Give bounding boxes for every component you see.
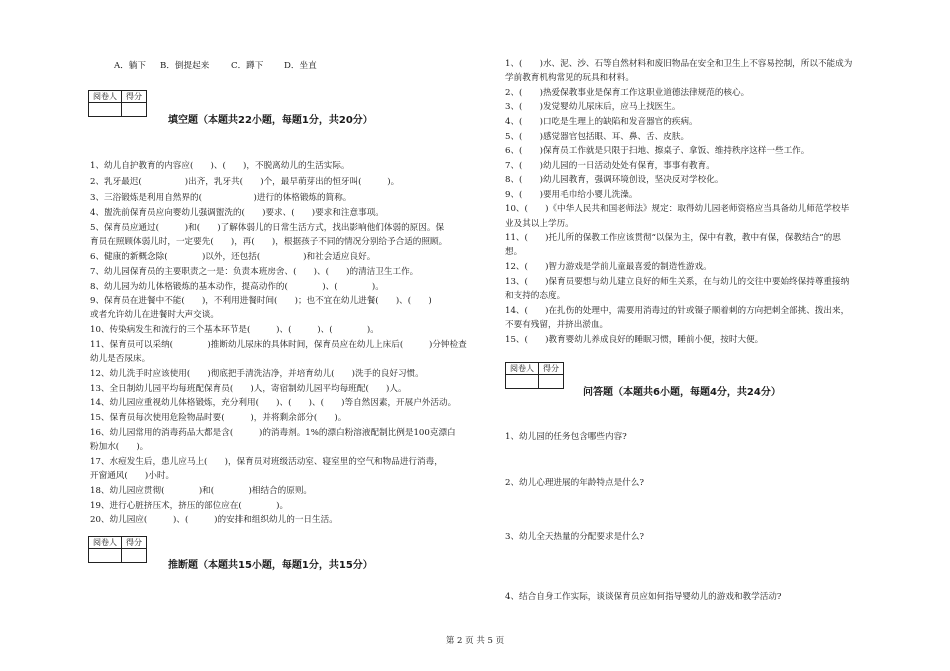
fill-line: 5、保育员应通过( )和( )了解体弱儿的日常生活方式，找出影响他们体弱的原因。保	[90, 223, 445, 233]
judge-line: 1、( )水、泥、沙、石等自然材料和废旧物品在安全和卫生上不容易控制，所以不能成为	[505, 59, 853, 69]
fill-line: 20、幼儿园应( )、( )的安排和组织幼儿的一日生活。	[90, 515, 338, 525]
judge-line: 13、( )保育员要想与幼儿建立良好的师生关系，在与幼儿的交往中要始终保持尊重接纳	[505, 277, 850, 287]
judge-line: 和支持的态度。	[505, 291, 566, 301]
reviewer-cell	[506, 375, 539, 389]
judge-line: 9、( )要用毛巾给小婴儿洗澡。	[505, 190, 638, 200]
section-heading-fill: 填空题（本题共22小题，每题1分，共20分）	[168, 115, 373, 126]
qa-question: 4、结合自身工作实际，谈谈保育员应如何指导婴幼儿的游戏和教学活动?	[505, 592, 782, 602]
reviewer-cell	[89, 549, 122, 563]
score-box-judge	[88, 536, 147, 563]
score-box-qa	[505, 362, 564, 389]
judge-line: 7、( )幼儿园的一日活动处处有保育，事事有教育。	[505, 161, 715, 171]
fill-line: 14、幼儿园应重视幼儿体格锻炼，充分利用( )、( )、( )等自然因素，开展户外活动。	[90, 398, 457, 408]
fill-line: 19、进行心脏挤压术，挤压的部位应在( )。	[90, 501, 289, 511]
fill-line: 2、乳牙最迟( )出齐，乳牙共( )个，最早萌芽出的恒牙叫( )。	[90, 177, 400, 187]
fill-line: 15、保育员每次使用危险物品时要( )，并将剩余部分( )。	[90, 413, 347, 423]
fill-line: 3、三浴锻炼是利用自然界的( )进行的体格锻炼的简称。	[90, 193, 352, 203]
score-label: 得分	[122, 91, 147, 103]
fill-line: 8、幼儿园为幼儿体格锻炼的基本动作，提高动作的( )、( )。	[90, 282, 384, 292]
score-box-fill	[88, 90, 147, 117]
fill-line: 6、健康的新概念除( )以外，还包括( )和社会适应良好。	[90, 252, 376, 262]
reviewer-label: 阅卷人	[506, 363, 539, 375]
judge-line: 想。	[505, 247, 523, 257]
judge-line: 业及其以上学历。	[505, 219, 574, 229]
judge-line: 11、( )托儿所的保教工作应该贯彻“以保为主，保中有教，教中有保，保教结合”的思	[505, 233, 841, 243]
fill-line: 幼儿是否尿床。	[90, 354, 151, 364]
fill-line: 粉加水( )。	[90, 442, 149, 452]
judge-line: 不要有残留，并挤出淤血。	[505, 320, 609, 330]
fill-line: 18、幼儿园应贯彻( )和( )相结合的原则。	[90, 486, 313, 496]
fill-line: 或者允许幼儿在进餐时大声交谈。	[90, 310, 219, 320]
page-footer: 第 2 页 共 5 页	[445, 636, 505, 646]
fill-line: 10、传染病发生和流行的三个基本环节是( )、( )、( )。	[90, 325, 379, 335]
choice-option-a: A．躺下	[114, 61, 146, 71]
fill-line: 1、幼儿自护教育的内容应( )、( )，不脱离幼儿的生活实际。	[90, 161, 350, 171]
judge-line: 14、( )在扎伤的处理中，需要用消毒过的针或镊子顺着刺的方向把刺全部挑、拨出来，	[505, 306, 850, 316]
qa-question: 2、幼儿心理进展的年龄特点是什么?	[505, 478, 644, 488]
judge-line: 10、( )《中华人民共和国老师法》规定：取得幼儿园老师资格应当具备幼儿师范学校毕	[505, 204, 850, 214]
score-label: 得分	[122, 537, 147, 549]
section-heading-qa: 问答题（本题共6小题，每题4分，共24分）	[583, 387, 781, 398]
fill-line: 16、幼儿园常用的消毒药品大都是含( )的消毒剂。1%的漂白粉溶液配制比例是100克漂白	[90, 428, 456, 438]
reviewer-label: 阅卷人	[89, 537, 122, 549]
judge-line: 5、( )感觉器官包括眼、耳、鼻、舌、皮肤。	[505, 132, 690, 142]
judge-line: 4、( )口吃是生理上的缺陷和发音器官的疾病。	[505, 117, 698, 127]
judge-line: 15、( )教育婴幼儿养成良好的睡眠习惯，睡前小便，按时大便。	[505, 335, 764, 345]
fill-line: 17、水痘发生后，患儿应马上( )，保育员对班级活动室、寝室里的空气和物品进行消毒，	[90, 457, 443, 467]
fill-line: 7、幼儿园保育员的主要职责之一是：负责本班房舍、( )、( )的清洁卫生工作。	[90, 267, 419, 277]
fill-line: 12、幼儿洗手时应该使用( )彻底把手清洗洁净，并培育幼儿( )洗手的良好习惯。	[90, 369, 424, 379]
fill-line: 11、保育员可以采纳( )推断幼儿尿床的具体时间，保育员应在幼儿上床后( )分钟检查	[90, 340, 467, 350]
judge-line: 6、( )保育员工作就是只限于扫地、擦桌子、拿饭、维持秩序这样一些工作。	[505, 146, 810, 156]
reviewer-cell	[89, 103, 122, 117]
choice-option-d: D．坐直	[284, 61, 317, 71]
choice-option-b: B．倒提起来	[160, 61, 210, 71]
judge-line: 3、( )发觉婴幼儿尿床后，应马上找医生。	[505, 102, 681, 112]
fill-line: 13、全日制幼儿园平均每班配保育员( )人，寄宿制幼儿园平均每班配( )人。	[90, 384, 407, 394]
score-cell	[539, 375, 564, 389]
score-label: 得分	[539, 363, 564, 375]
fill-line: 4、盥洗前保育员应向婴幼儿强调盥洗的( )要求、( )要求和注意事项。	[90, 208, 384, 218]
judge-line: 12、( )智力游戏是学前儿童最喜爱的制造性游戏。	[505, 262, 712, 272]
score-cell	[122, 103, 147, 117]
qa-question: 1、幼儿园的任务包含哪些内容?	[505, 432, 627, 442]
section-heading-judge: 推断题（本题共15小题，每题1分，共15分）	[168, 560, 373, 571]
judge-line: 2、( )热爱保教事业是保育工作这职业道德法律规范的核心。	[505, 88, 750, 98]
score-cell	[122, 549, 147, 563]
judge-line: 学前教育机构常见的玩具和材料。	[505, 73, 634, 83]
choice-option-c: C．蹲下	[231, 61, 264, 71]
judge-line: 8、( )幼儿园教育，强调环境创设，坚决反对学校化。	[505, 175, 724, 185]
reviewer-label: 阅卷人	[89, 91, 122, 103]
fill-line: 开窗通风( )小时。	[90, 471, 175, 481]
fill-line: 9、保育员在进餐中不能( )，不利用进餐时间( )；也不宜在幼儿进餐( )、( )	[90, 296, 432, 306]
fill-line: 育员在照顾体弱儿时，一定要先( )，再( )，根据孩子不同的情况分别给予合适的照顾。	[90, 237, 448, 247]
qa-question: 3、幼儿全天热量的分配要求是什么?	[505, 532, 644, 542]
